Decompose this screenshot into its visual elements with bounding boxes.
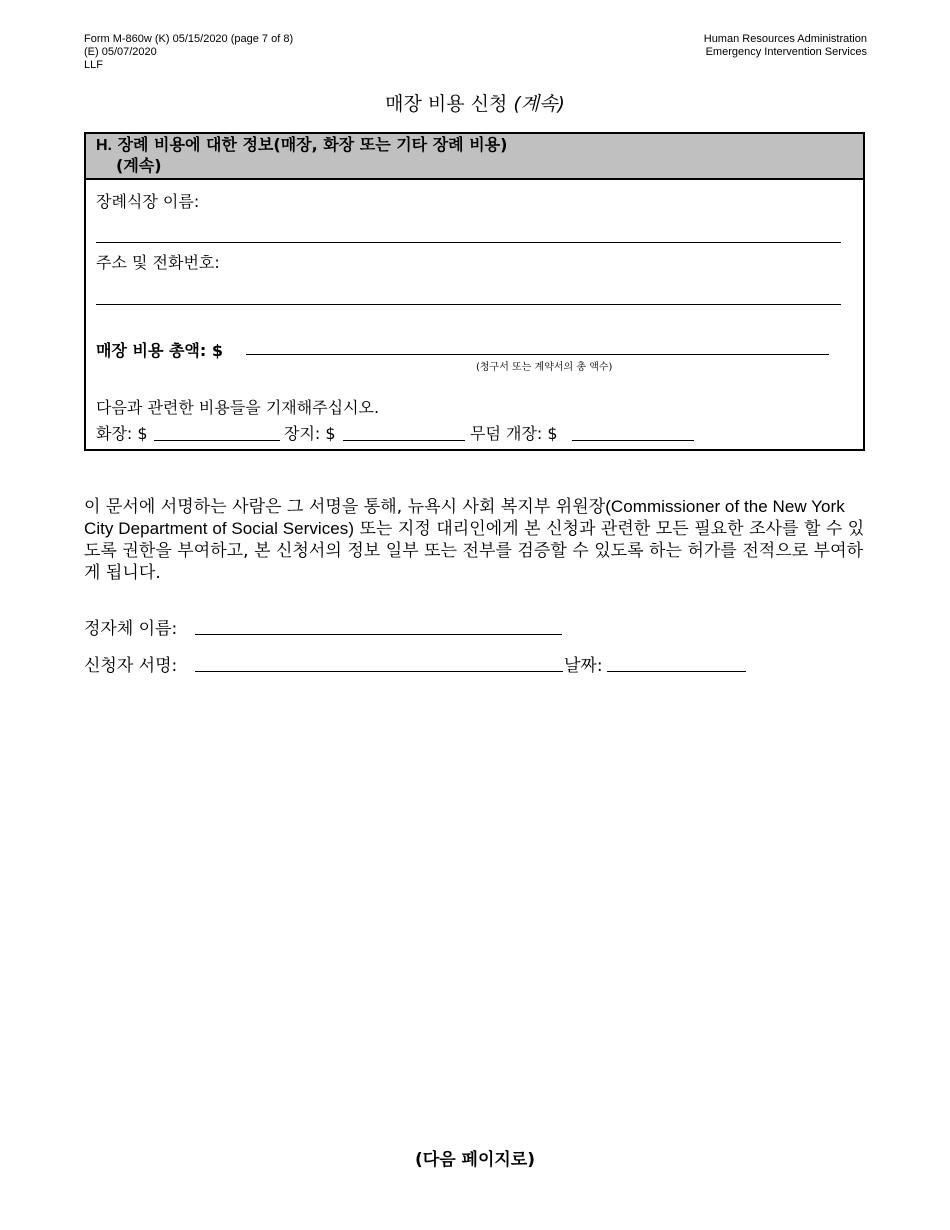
form-code: LLF bbox=[84, 59, 103, 71]
section-title: 장례 비용에 대한 정보(매장, 화장 또는 기타 장례 비용) bbox=[112, 135, 508, 154]
burial-total-label: 매장 비용 총액: $ bbox=[96, 341, 223, 360]
form-identifier bbox=[84, 33, 293, 72]
cremation-label: 화장: $ bbox=[96, 424, 148, 443]
continue-next-page: (다음 페이지로) bbox=[415, 1150, 535, 1170]
authorization-part1: 이 문서에 서명하는 사람은 그 서명을 통해, 뉴욕시 사회 복지부 위원장 bbox=[84, 497, 606, 517]
agency-name: Human Resources Administration bbox=[703, 33, 867, 45]
grave-opening-label: 무덤 개장: $ bbox=[470, 424, 558, 443]
page-title bbox=[0, 89, 950, 116]
grave-opening-input[interactable] bbox=[572, 440, 694, 441]
section-continued: (계속) bbox=[116, 156, 162, 175]
other-costs-instruction: 다음과 관련한 비용들을 기재해주십시오. bbox=[96, 398, 380, 417]
authorization-part3: 또는 지정 대리인에게 본 신청과 관련한 모든 필요한 조사를 할 수 있도록 권한을 부여하고, 본 신청서의 정보 일부 또는 전부를 검증할 수 있도록 하는 허가를 전적으로 부여하게 됩니다. bbox=[84, 519, 865, 583]
cremation-input[interactable] bbox=[154, 440, 280, 441]
applicant-signature-input[interactable] bbox=[195, 671, 563, 672]
applicant-signature-label: 신청자 서명: bbox=[84, 656, 178, 676]
form-english-date: (E) 05/07/2020 bbox=[84, 46, 157, 58]
page-title-continued: (계속) bbox=[513, 93, 565, 115]
section-h-header bbox=[86, 134, 863, 180]
section-h-funeral-costs bbox=[84, 132, 865, 451]
funeral-home-input[interactable] bbox=[96, 242, 841, 243]
authorization-statement bbox=[84, 496, 874, 584]
agency-division: Emergency Intervention Services bbox=[705, 46, 867, 58]
burial-total-hint: (청구서 또는 계약서의 총 액수) bbox=[476, 362, 613, 373]
agency-block bbox=[704, 33, 867, 59]
entity-name-label: 정자체 이름: bbox=[84, 619, 178, 639]
interment-input[interactable] bbox=[343, 440, 465, 441]
page-title-main: 매장 비용 신청 bbox=[385, 93, 514, 115]
interment-label: 장지: $ bbox=[284, 424, 336, 443]
entity-name-input[interactable] bbox=[195, 634, 562, 635]
section-letter: H. bbox=[96, 137, 112, 154]
form-number: Form M-860w (K) 05/15/2020 (page 7 of 8) bbox=[84, 33, 294, 45]
address-phone-label: 주소 및 전화번호: bbox=[96, 253, 220, 272]
date-input[interactable] bbox=[607, 671, 746, 672]
address-phone-input[interactable] bbox=[96, 304, 841, 305]
authorization-commissioner: (Commissioner of the New York City Department of Social Services) bbox=[84, 497, 845, 538]
date-label: 날짜: bbox=[564, 656, 603, 676]
burial-total-input[interactable] bbox=[246, 354, 829, 355]
funeral-home-label: 장례식장 이름: bbox=[96, 192, 200, 211]
